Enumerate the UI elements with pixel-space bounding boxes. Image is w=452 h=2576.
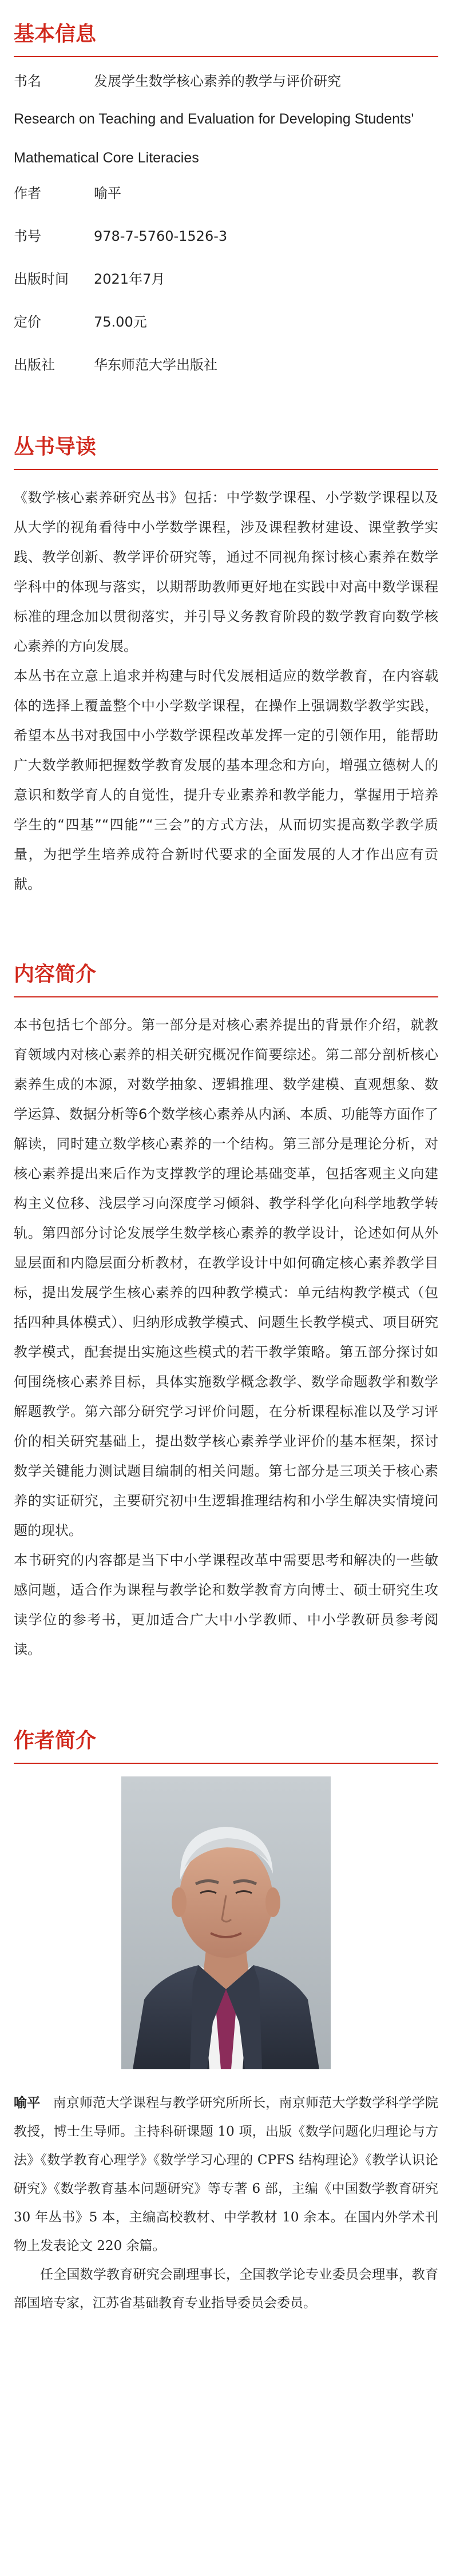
info-value: 华东师范大学出版社 — [94, 357, 217, 373]
content-paragraph-2: 本书研究的内容都是当下中小学课程改革中需要思考和解决的一些敏感问题，适合作为课程与教学论和数学教育方向博士、硕士研究生攻读学位的参考书，更加适合广大中小学教师、中小学教研员参考阅读。 — [14, 1552, 438, 1657]
content-paragraph-1: 本书包括七个部分。第一部分是对核心素养提出的背景作介绍，就教育领域内对核心素养的相关研究概况作简要综述。第二部分剖析核心素养生成的本源，对数学抽象、逻辑推理、数学建模、直观想象、数学运算、数据分析等6个数学核心素养从内涵、本质、功能等方面作了解读，同时建立数学核心素养的一个结构。第三部分是理论分析，对核心素养提出来后作为支撑教学的理论基础变革，包括客观主义向建构主义位移、浅层学习向深度学习倾斜、教学科学化向科学地教学转轨。第四部分讨论发展学生数学核心素养的教学设计，论述如何从外显层面和内隐层面分析教材，在教学设计中如何确定核心素养教学目标，提出发展学生核心素养的四种教学模式：单元结构教学模式（包括四种具体模式）、归纳形成教学模式、问题生长教学模式、项目研究教学模式，配套提出实施这些模式的若干教学策略。第五部分探讨如何围绕核心素养目标，具体实施数学概念教学、数学命题教学和数学解题教学。第六部分研究学习评价问题，在分析课程标准以及学习评价的相关研究基础上，提出数学核心素养学业评价的基本框架，探讨数学关键能力测试题目编制的相关问题。第七部分是三项关于核心素养的实证研究，主要研究初中生逻辑推理结构和小学生解决实情境问题的现状。 — [14, 1017, 438, 1539]
author-name: 喻平 — [14, 2095, 41, 2110]
content-summary-title: 内容简介 — [14, 961, 438, 997]
info-value: 喻平 — [94, 185, 121, 201]
info-key: 书号 — [14, 228, 41, 244]
info-value: 978-7-5760-1526-3 — [94, 228, 228, 244]
author-bio — [14, 2089, 438, 2317]
info-key: 出版社 — [14, 357, 55, 373]
content-summary-section — [14, 961, 438, 1664]
info-row-title — [14, 70, 438, 93]
series-guide-section — [14, 434, 438, 899]
portrait-illustration — [121, 1776, 331, 2069]
info-key: 出版时间 — [14, 271, 69, 287]
info-key: 作者 — [14, 185, 41, 201]
info-row-publisher — [14, 353, 438, 376]
info-value: 75.00元 — [94, 314, 147, 330]
series-paragraph-1: 《数学核心素养研究丛书》包括：中学数学课程、小学数学课程以及从大学的视角看待中小学数学课程，涉及课程教材建设、课堂教学实践、教学创新、教学评价研究等，通过不同视角探讨核心素养在数学学科中的体现与落实，以期帮助教师更好地在实践中对高中数学课程标准的理念加以贯彻落实，并引导义务教育阶段的数学教育向数学核心素养的方向发展。 — [14, 490, 438, 654]
author-paragraph-2: 任全国数学教育研究会副理事长，全国教学论专业委员会理事，教育部国培专家，江苏省基础教育专业指导委员会委员。 — [14, 2267, 438, 2311]
series-guide-title: 丛书导读 — [14, 434, 438, 470]
info-row-isbn — [14, 225, 438, 248]
info-row-date — [14, 268, 438, 291]
author-title: 作者简介 — [14, 1727, 438, 1764]
info-value: 2021年7月 — [94, 271, 165, 287]
info-key: 书名 — [14, 73, 41, 89]
info-row-price — [14, 311, 438, 333]
english-title-line-1: Research on Teaching and Evaluation for Developing Students' — [14, 111, 414, 127]
basic-info-title: 基本信息 — [14, 21, 438, 57]
info-key: 定价 — [14, 314, 41, 330]
basic-info-section — [14, 0, 438, 376]
author-section — [14, 1727, 438, 2317]
info-row-author — [14, 182, 438, 205]
author-paragraph-1 — [14, 2089, 438, 2260]
author-bio-text-1: 南京师范大学课程与教学研究所所长，南京师范大学数学科学学院教授，博士生导师。主持科研课题 10 项，出版《数学问题化归理论与方法》《数学教育心理学》《数学学习心理的 CPFS 结构理论》《教学认识论研究》《数学教育基本问题研究》等专著 6 部，主编《中国数学教育研究 30 年丛书》5 本，主编高校教材、中学教材 10 余本。在国内外学术刊物上发表论文 220 余篇。 — [14, 2096, 439, 2253]
author-portrait — [121, 1776, 331, 2069]
series-paragraph-2: 本丛书在立意上追求并构建与时代发展相适应的数学教育，在内容载体的选择上覆盖整个中小学数学课程，在操作上强调数学教学实践，希望本丛书对我国中小学数学课程改革发挥一定的引领作用，能帮助广大数学教师把握数学教育发展的基本理念和方向，增强立德树人的意识和数学育人的自觉性，提升专业素养和教学能力，掌握用于培养学生的“四基”“四能”“三会”的方式方法，从而切实提高数学教学质量，为把学生培养成符合新时代要求的全面发展的人才作出应有贡献。 — [14, 668, 438, 892]
english-title-line-2: Mathematical Core Literacies — [14, 150, 199, 166]
info-value: 发展学生数学核心素养的教学与评价研究 — [94, 73, 341, 89]
portrait-wrap — [14, 1776, 438, 2069]
